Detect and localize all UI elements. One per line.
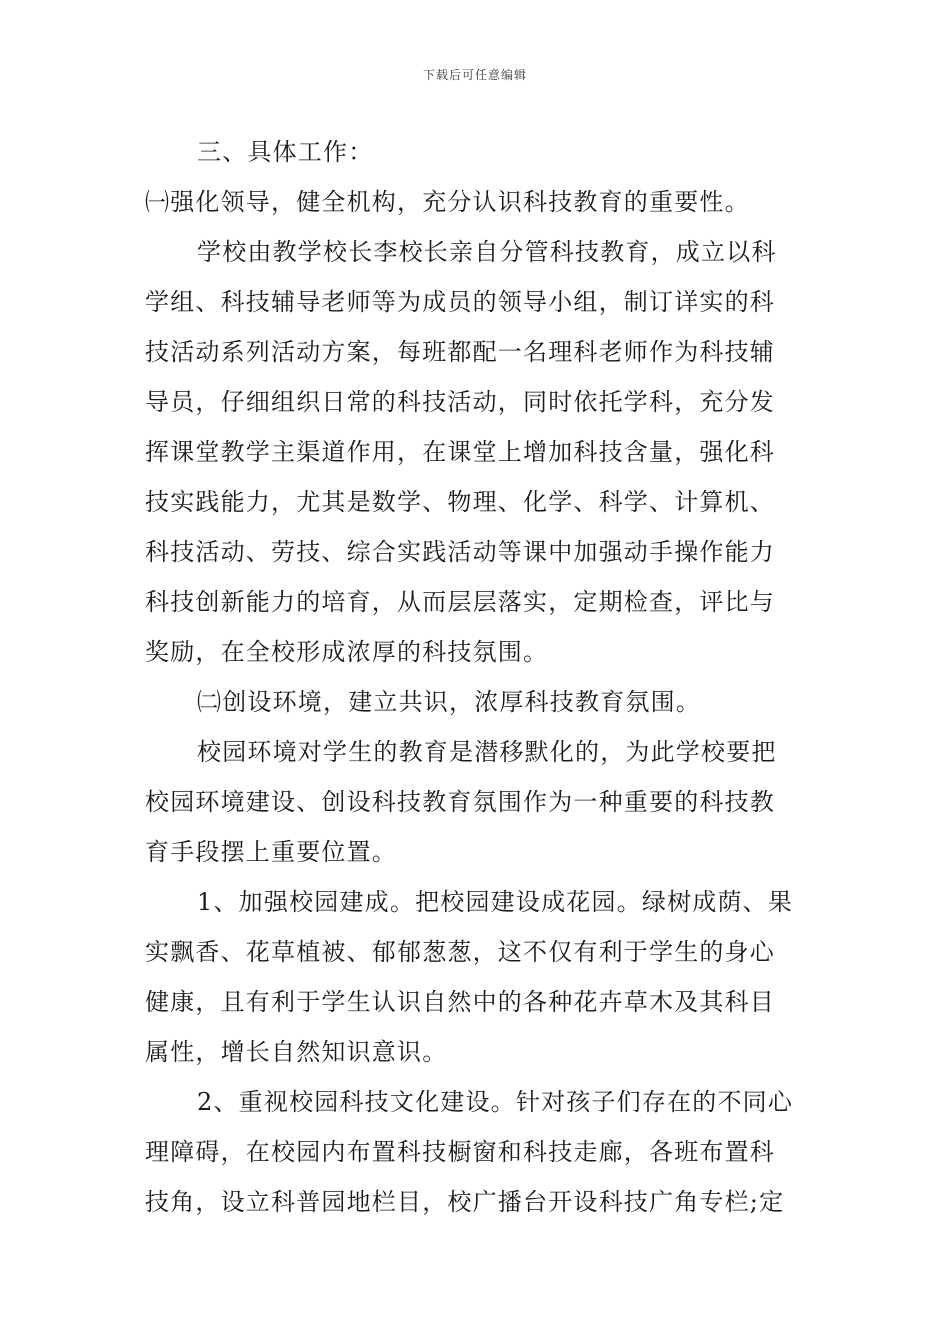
paragraph-line: 技实践能力，尤其是数学、物理、化学、科学、计算机、 bbox=[145, 488, 775, 516]
paragraph-line: 理障碍，在校园内布置科技橱窗和科技走廊，各班布置科 bbox=[145, 1138, 775, 1166]
document-body bbox=[145, 127, 810, 1227]
paragraph-line: 实飘香、花草植被、郁郁葱葱，这不仅有利于学生的身心 bbox=[145, 938, 775, 966]
paragraph-line: 学校由教学校长李校长亲自分管科技教育，成立以科 bbox=[197, 238, 777, 266]
paragraph-line: 技角，设立科普园地栏目，校广播台开设科技广角专栏;定 bbox=[145, 1188, 785, 1216]
paragraph-line: 挥课堂教学主渠道作用，在课堂上增加科技含量，强化科 bbox=[145, 438, 775, 466]
page-header: 下载后可任意编辑 bbox=[422, 68, 527, 82]
paragraph-line: 2、重视校园科技文化建设。针对孩子们存在的不同心 bbox=[197, 1088, 794, 1116]
paragraph-line: 校园环境对学生的教育是潜移默化的，为此学校要把 bbox=[197, 738, 777, 766]
paragraph-line: 导员，仔细组织日常的科技活动，同时依托学科，充分发 bbox=[145, 388, 775, 416]
paragraph-line: 学组、科技辅导老师等为成员的领导小组，制订详实的科 bbox=[145, 288, 775, 316]
paragraph-line: 属性，增长自然知识意识。 bbox=[145, 1038, 448, 1066]
paragraph-line: 校园环境建设、创设科技教育氛围作为一种重要的科技教 bbox=[145, 788, 775, 816]
paragraph-line: 育手段摆上重要位置。 bbox=[145, 838, 397, 866]
paragraph-line: 1、加强校园建成。把校园建设成花园。绿树成荫、果 bbox=[197, 888, 794, 916]
paragraph-line: 科技活动、劳技、综合实践活动等课中加强动手操作能力 bbox=[145, 538, 775, 566]
paragraph-line: 健康，且有利于学生认识自然中的各种花卉草木及其科目 bbox=[145, 988, 775, 1016]
paragraph-line: 科技创新能力的培育，从而层层落实，定期检查，评比与 bbox=[145, 588, 775, 616]
section-heading: 三、具体工作： bbox=[197, 138, 374, 166]
paragraph-line: 奖励，在全校形成浓厚的科技氛围。 bbox=[145, 638, 549, 666]
subsection-heading: ㈠强化领导，健全机构，充分认识科技教育的重要性。 bbox=[145, 188, 750, 216]
paragraph-line: 技活动系列活动方案，每班都配一名理科老师作为科技辅 bbox=[145, 338, 775, 366]
subsection-heading: ㈡创设环境，建立共识，浓厚科技教育氛围。 bbox=[197, 688, 701, 716]
